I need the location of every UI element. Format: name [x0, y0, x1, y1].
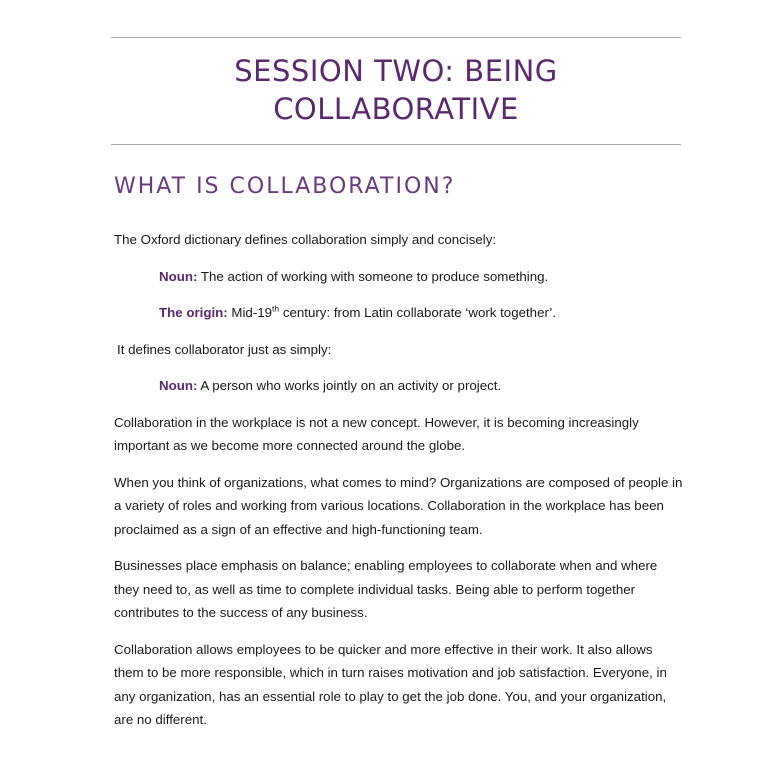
body-paragraph: Collaboration in the workplace is not a new concept. However, it is becoming increasingly important as we become more connected around the globe. [114, 414, 639, 453]
body-paragraph: Businesses place emphasis on balance; enabling employees to collaborate when and where they need to, as well as time to complete individual tasks. Being able to perform together contributes to the success of any business. [114, 558, 658, 620]
definition-noun [159, 265, 684, 289]
intro-paragraph: The Oxford dictionary defines collaboration simply and concisely: [114, 232, 497, 247]
definition-term: The origin: [159, 305, 228, 320]
title-line-2: COLLABORATIVE [273, 92, 519, 126]
definition-term: Noun: [159, 268, 198, 284]
definition-text: A person who works jointly on an activity or project. [197, 378, 502, 393]
definition-text: century: from Latin collaborate ‘work together’. [279, 305, 557, 320]
section-heading: WHAT IS COLLABORATION? [114, 174, 456, 199]
document-body [114, 228, 684, 745]
definition-collaborator [159, 374, 684, 398]
title-top-rule [111, 37, 681, 38]
ordinal-superscript: th [272, 303, 280, 314]
definition-term: Noun: [159, 378, 198, 393]
collaborator-intro: It defines collaborator just as simply: [117, 341, 332, 357]
definition-text: Mid-19 [227, 305, 273, 320]
body-paragraph: Collaboration allows employees to be quicker and more effective in their work. It also allows them to be more responsible, which in turn raises motivation and job satisfaction. Everyone, in any organization, has an essential role to play to get the job done. You, and your organization, are no different. [114, 641, 667, 727]
body-paragraph: When you think of organizations, what comes to mind? Organizations are composed of people in a variety of roles and working from various locations. Collaboration in the workplace has been proclaimed as a sign of an effective and high-functioning team. [114, 474, 683, 537]
title-bottom-rule [111, 144, 681, 145]
title-line-1: SESSION TWO: BEING [234, 54, 558, 88]
definition-text: The action of working with someone to produce something. [197, 268, 549, 284]
page-title [111, 52, 681, 128]
definition-origin [159, 301, 684, 325]
